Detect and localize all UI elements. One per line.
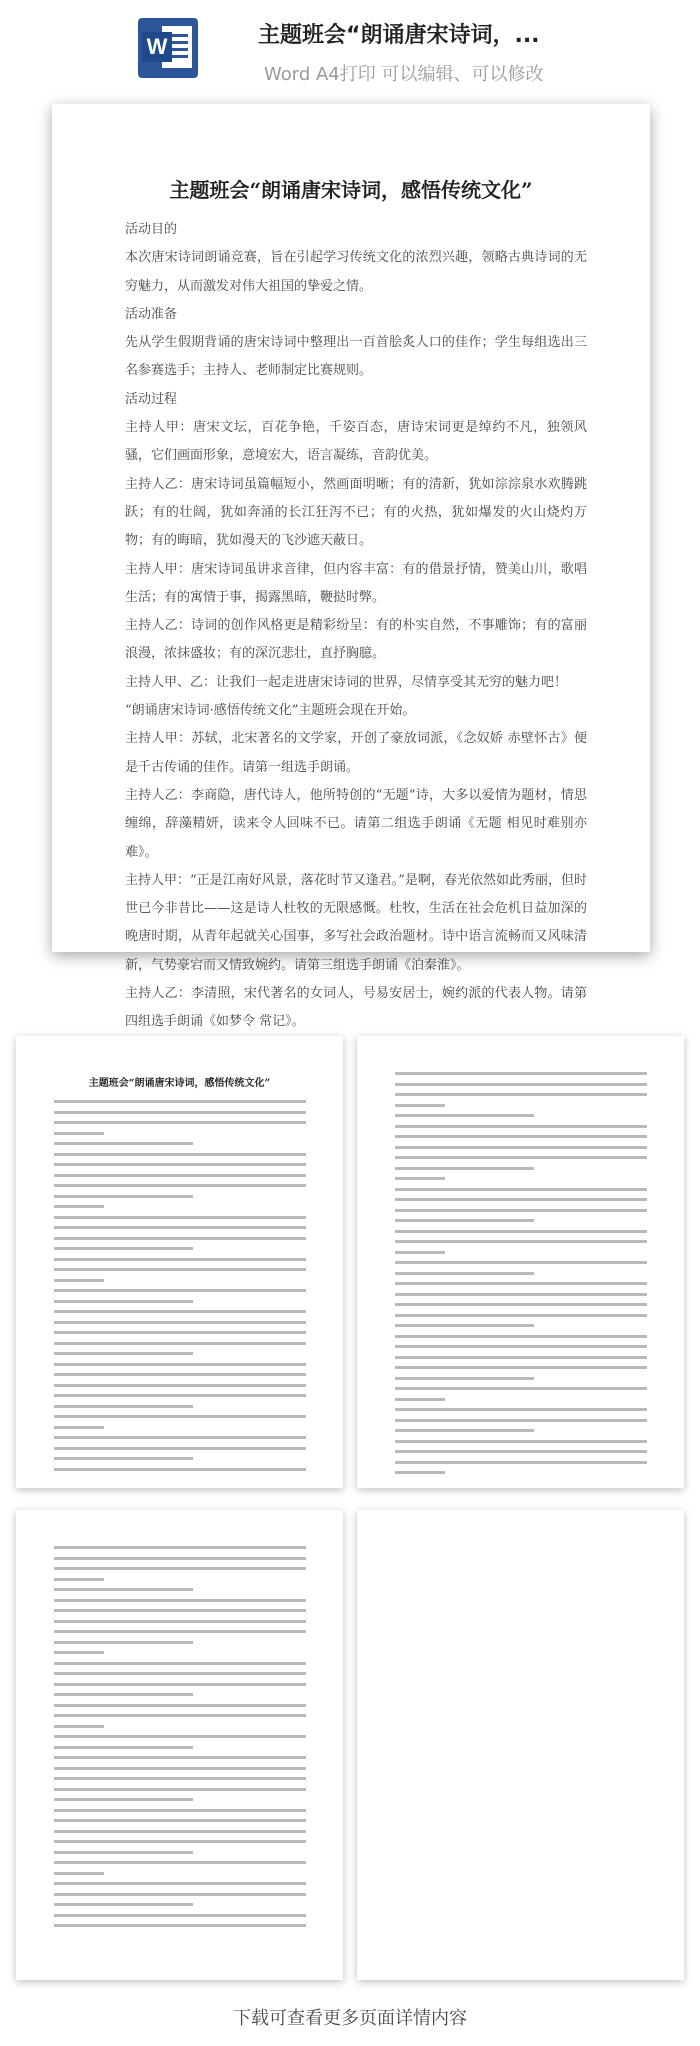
thumbnail-text-line — [54, 1620, 306, 1623]
thumbnail-text-line — [54, 1394, 306, 1397]
thumbnail-text-line — [395, 1230, 647, 1233]
paragraph: 主持人甲、乙：让我们一起走进唐宋诗词的世界，尽情享受其无穷的魅力吧！ — [125, 674, 568, 690]
thumbnail-text-line — [54, 1111, 306, 1114]
thumbnail-text-line — [395, 1156, 647, 1159]
thumbnail-title: 主题班会“朗诵唐宋诗词，感悟传统文化” — [88, 1078, 271, 1089]
paragraph: 活动过程 — [125, 391, 178, 407]
thumbnail-text-line — [395, 1282, 647, 1285]
thumbnail-text-line — [54, 1651, 104, 1654]
thumbnail-text-line — [54, 1777, 306, 1780]
paragraph: 主持人甲：苏轼，北宋著名的文学家，开创了豪放词派，《念奴娇 赤壁怀古》便是千古传诵的佳作。请第一组选手朗诵。 — [125, 731, 587, 775]
thumbnail-text-line — [395, 1083, 647, 1086]
thumbnail-text-line — [54, 1851, 193, 1854]
thumbnail-text-line — [54, 1258, 306, 1261]
thumbnail-text-line — [395, 1272, 534, 1275]
thumbnail-text-line — [395, 1240, 647, 1243]
thumbnail-text-line — [54, 1321, 306, 1324]
thumbnail-text-line — [395, 1366, 647, 1369]
thumbnail-text-line — [395, 1251, 445, 1254]
thumbnail-text-line — [54, 1809, 306, 1812]
thumbnail-text-line — [54, 1767, 306, 1770]
thumbnail-text-line — [54, 1882, 306, 1885]
thumbnail-text-line — [395, 1104, 445, 1107]
thumbnail-text-line — [54, 1609, 306, 1612]
more-pages-link[interactable]: 下载可查看更多页面详情内容 — [233, 2008, 467, 2029]
thumbnail-text-line — [54, 1342, 306, 1345]
thumbnail-text-line — [395, 1471, 445, 1474]
thumbnail-text-line — [54, 1373, 306, 1376]
thumbnail-text-line — [54, 1924, 306, 1927]
thumbnail-text-line — [395, 1356, 647, 1359]
thumbnail-text-line — [54, 1310, 306, 1313]
thumbnail-text-line — [54, 1746, 193, 1749]
thumbnail-text-line — [54, 1279, 104, 1282]
thumbnail-text-line — [54, 1683, 306, 1686]
thumbnail-text-line — [54, 1289, 306, 1292]
thumbnail-text-line — [54, 1247, 193, 1250]
thumbnail-text-line — [54, 1457, 193, 1460]
thumbnail-text-line — [54, 1331, 306, 1334]
thumbnail-text-line — [54, 1588, 193, 1591]
thumbnail-text-line — [54, 1557, 306, 1560]
paragraph: 主持人甲：“正是江南好风景，落花时节又逢君。”是啊，春光依然如此秀丽，但时世已今非昔比——这是诗人杜牧的无限感慨。杜牧，生活在社会危机日益加深的晚唐时期，从青年起就关心国事，多写社会政治题材。诗中语言流畅而又风味清新，气势豪宕而又情致婉约。请第三组选手朗诵《泊秦淮》。 — [125, 872, 587, 973]
page-thumbnail-1[interactable] — [16, 1036, 343, 1488]
thumbnail-text-line — [395, 1293, 647, 1296]
thumbnail-text-line — [395, 1219, 534, 1222]
thumbnail-text-line — [54, 1630, 306, 1633]
word-icon-letter: W — [142, 32, 172, 62]
thumbnail-text-line — [54, 1704, 306, 1707]
header — [0, 0, 700, 95]
thumbnail-text-line — [54, 1735, 306, 1738]
paragraph: “朗诵唐宋诗词·感悟传统文化”主题班会现在开始。 — [125, 703, 416, 719]
thumbnail-text-line — [54, 1893, 306, 1896]
document-subtitle: Word A4打印 可以编辑、可以修改 — [264, 64, 544, 85]
paragraph: 主持人乙：李清照，宋代著名的女词人，号易安居士，婉约派的代表人物。请第四组选手朗诵《如梦令 常记》。 — [125, 986, 587, 1030]
thumbnail-text-line — [395, 1461, 647, 1464]
thumbnail-text-line — [54, 1578, 104, 1581]
thumbnail-text-line — [395, 1135, 647, 1138]
paragraph: 活动目的 — [125, 222, 178, 237]
thumbnail-text-line — [54, 1861, 306, 1864]
thumbnail-text-line — [395, 1146, 647, 1149]
thumbnail-text-line — [54, 1599, 306, 1602]
paragraph: 主持人甲：唐宋文坛，百花争艳，千姿百态，唐诗宋词更是绰约不凡，独领风骚，它们画面形象，意境宏大，语言凝练，音韵优美。 — [125, 420, 587, 464]
thumbnail-text-line — [395, 1125, 647, 1128]
thumbnail-text-line — [54, 1142, 193, 1145]
word-document-icon — [138, 18, 198, 78]
thumbnail-text-line — [54, 1914, 306, 1917]
thumbnail-text-line — [395, 1440, 647, 1443]
thumbnail-text-line — [54, 1672, 306, 1675]
document-body — [125, 216, 587, 1037]
thumbnail-text-line — [54, 1174, 306, 1177]
thumbnail-text-line — [54, 1756, 306, 1759]
thumbnail-text-line — [54, 1268, 306, 1271]
thumbnail-text-line — [395, 1398, 445, 1401]
thumbnail-text-line — [395, 1335, 647, 1338]
thumbnail-text-line — [395, 1408, 647, 1411]
paragraph: 先从学生假期背诵的唐宋诗词中整理出一百首脍炙人口的佳作；学生每组选出三名参赛选手；主持人、老师制定比赛规则。 — [125, 335, 587, 379]
thumbnail-text-line — [395, 1324, 534, 1327]
thumbnail-text-line — [395, 1093, 647, 1096]
thumbnail-text-line — [54, 1195, 193, 1198]
thumbnail-text-line — [54, 1415, 306, 1418]
thumbnail-text-line — [54, 1163, 306, 1166]
thumbnail-text-line — [54, 1788, 306, 1791]
thumbnail-text-line — [54, 1226, 306, 1229]
thumbnail-text-line — [54, 1237, 306, 1240]
thumbnail-text-line — [54, 1840, 306, 1843]
thumbnail-text-line — [395, 1209, 647, 1212]
thumbnail-text-line — [54, 1725, 104, 1728]
paragraph: 活动准备 — [125, 306, 178, 322]
thumbnail-text-line — [54, 1384, 306, 1387]
page-thumbnail-2[interactable] — [357, 1036, 684, 1488]
thumbnail-text-line — [54, 1300, 193, 1303]
thumbnail-text-line — [395, 1429, 534, 1432]
thumbnail-text-line — [54, 1903, 193, 1906]
paragraph: 主持人乙：诗词的创作风格更是精彩纷呈：有的朴实自然，不事雕饰；有的富丽浪漫，浓抹盛妆；有的深沉悲壮，直抒胸臆。 — [125, 618, 587, 662]
thumbnail-text-line — [54, 1567, 306, 1570]
thumbnail-text-line — [54, 1693, 193, 1696]
thumbnail-text-line — [54, 1872, 104, 1875]
thumbnail-text-line — [54, 1363, 306, 1366]
thumbnail-text-line — [395, 1198, 647, 1201]
paragraph: 本次唐宋诗词朗诵竞赛，旨在引起学习传统文化的浓烈兴趣，领略古典诗词的无穷魅力，从而激发对伟大祖国的挚爱之情。 — [125, 250, 587, 294]
paragraph: 主持人甲：唐宋诗词虽讲求音律，但内容丰富：有的借景抒情，赞美山川，歌唱生活；有的寓情于事，揭露黑暗，鞭挞时弊。 — [125, 561, 587, 605]
thumbnail-text-line — [54, 1447, 306, 1450]
thumbnail-text-line — [54, 1352, 193, 1355]
document-page-preview[interactable] — [52, 104, 650, 1030]
thumbnail-text-line — [54, 1436, 306, 1439]
document-title-header: 主题班会“朗诵唐宋诗词，... — [258, 23, 540, 48]
thumbnail-text-line — [395, 1261, 647, 1264]
paragraph: 主持人乙：唐宋诗词虽篇幅短小，然画面明晰；有的清新，犹如淙淙泉水欢腾跳跃；有的壮阔，犹如奔涌的长江狂泻不已；有的火热，犹如爆发的火山烧灼万物；有的晦暗，犹如漫天的飞沙遮天蔽日。 — [125, 476, 587, 549]
paragraph: 主持人乙：李商隐，唐代诗人，他所特创的“无题”诗，大多以爱情为题材，情思缠绵，辞藻精妍，读来令人回味不已。请第二组选手朗诵《无题 相见时难别亦难》。 — [125, 787, 587, 860]
thumbnail-text-line — [54, 1216, 306, 1219]
thumbnail-text-line — [54, 1641, 193, 1644]
thumbnail-text-line — [54, 1132, 104, 1135]
thumbnail-text-line — [54, 1100, 306, 1103]
thumbnail-text-line — [54, 1205, 104, 1208]
thumbnail-text-line — [54, 1153, 306, 1156]
page-thumbnail-3[interactable] — [16, 1510, 343, 1980]
thumbnail-text-line — [54, 1662, 306, 1665]
thumbnail-text-line — [54, 1184, 306, 1187]
thumbnail-text-line — [395, 1450, 647, 1453]
thumbnail-text-line — [395, 1188, 647, 1191]
thumbnail-text-line — [395, 1377, 534, 1380]
thumbnail-text-line — [395, 1114, 534, 1117]
thumbnail-text-line — [395, 1387, 647, 1390]
thumbnail-text-line — [54, 1546, 306, 1549]
thumbnail-text-line — [395, 1177, 445, 1180]
thumbnail-text-line — [395, 1167, 534, 1170]
page-thumbnail-4[interactable] — [357, 1510, 684, 1980]
thumbnail-text-line — [54, 1426, 104, 1429]
thumbnail-text-line — [395, 1419, 647, 1422]
thumbnail-text-line — [395, 1314, 647, 1317]
thumbnail-text-line — [54, 1819, 306, 1822]
thumbnail-text-line — [395, 1303, 647, 1306]
thumbnail-text-line — [54, 1798, 193, 1801]
thumbnail-text-line — [54, 1468, 306, 1471]
thumbnail-text-line — [54, 1405, 193, 1408]
thumbnail-text-line — [395, 1072, 647, 1075]
thumbnail-text-line — [54, 1714, 306, 1717]
thumbnail-text-line — [395, 1345, 647, 1348]
thumbnail-text-line — [54, 1830, 306, 1833]
page-title: 主题班会“朗诵唐宋诗词，感悟传统文化” — [169, 178, 533, 202]
thumbnail-text-line — [54, 1121, 306, 1124]
